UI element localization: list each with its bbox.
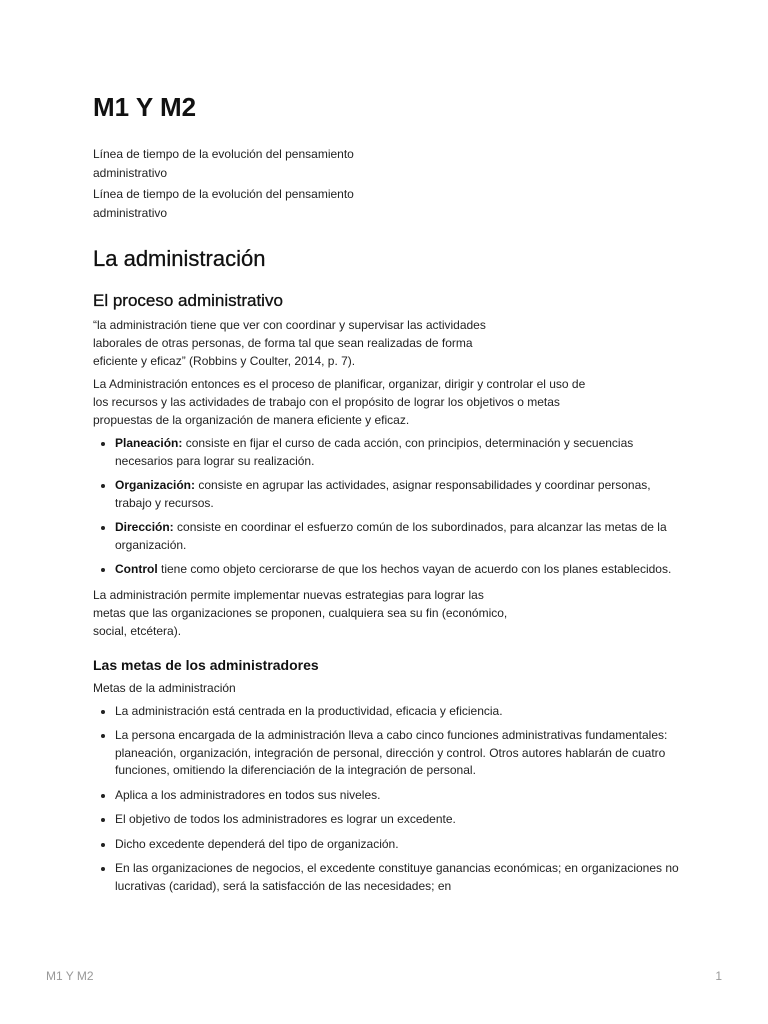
page-number: 1 bbox=[715, 969, 722, 983]
function-text: consiste en agrupar las actividades, asignar responsabilidades y coordinar personas, trabajo y recursos. bbox=[115, 478, 651, 510]
section-title: La administración bbox=[93, 246, 266, 271]
function-term: Organización: bbox=[115, 478, 196, 492]
list-item bbox=[115, 811, 683, 829]
bullet-icon bbox=[101, 867, 105, 871]
intro-line: Línea de tiempo de la evolución del pensamiento administrativo bbox=[93, 187, 354, 220]
goal-text: En las organizaciones de negocios, el excedente constituye ganancias económicas; en organizaciones no lucrativas (caridad), será la satisfacción de las necesidades; en bbox=[115, 861, 679, 893]
list-item bbox=[115, 836, 683, 854]
function-term: Dirección: bbox=[115, 520, 174, 534]
goal-text: La administración está centrada en la productividad, eficacia y eficiencia. bbox=[115, 703, 503, 718]
function-text: consiste en fijar el curso de cada acción, con principios, determinación y secuencias necesarios para lograr su realización. bbox=[115, 436, 634, 468]
footer-title: M1 Y M2 bbox=[46, 969, 94, 983]
intro-block bbox=[93, 145, 393, 223]
bullet-icon bbox=[101, 710, 105, 714]
goal-text: El objetivo de todos los administradores es lograr un excedente. bbox=[115, 812, 456, 826]
document-body bbox=[93, 92, 683, 902]
goals-list bbox=[93, 703, 683, 896]
bullet-icon bbox=[101, 734, 105, 738]
bullet-icon bbox=[101, 794, 105, 798]
list-item bbox=[115, 477, 683, 512]
list-item bbox=[115, 787, 683, 805]
intro-line: Línea de tiempo de la evolución del pensamiento administrativo bbox=[93, 147, 354, 180]
list-item bbox=[115, 435, 683, 470]
list-item bbox=[115, 703, 683, 721]
quote-paragraph: “la administración tiene que ver con coordinar y supervisar las actividades laborales de otras personas, de forma tal que sean realizadas de forma eficiente y eficaz” (Robbins y Coulter, 2014, p. 7). bbox=[93, 318, 486, 368]
goal-text: Aplica a los administradores en todos sus niveles. bbox=[115, 787, 381, 802]
list-item bbox=[115, 727, 683, 780]
bullet-icon bbox=[101, 442, 105, 446]
function-term: Planeación: bbox=[115, 436, 183, 450]
list-item bbox=[115, 519, 683, 554]
function-text: consiste en coordinar el esfuerzo común de los subordinados, para alcanzar las metas de la organización. bbox=[115, 520, 667, 552]
definition-paragraph: La Administración entonces es el proceso de planificar, organizar, dirigir y controlar el uso de los recursos y las actividades de trabajo con el propósito de lograr los objetivos o metas propuestas de la organización de manera eficiente y eficaz. bbox=[93, 377, 586, 427]
functions-list bbox=[93, 435, 683, 579]
bullet-icon bbox=[101, 568, 105, 572]
function-text: tiene como objeto cerciorarse de que los hechos vayan de acuerdo con los planes establecidos. bbox=[157, 562, 672, 576]
goal-text: La persona encargada de la administración lleva a cabo cinco funciones administrativas fundamentales: planeación, organización, integración de personal, dirección y control. Otros autores hablarán de cuatro funciones, omitiendo la diferenciación de la integración de personal. bbox=[115, 728, 668, 777]
function-term: Control bbox=[115, 562, 158, 576]
bullet-icon bbox=[101, 818, 105, 822]
closing-paragraph: La administración permite implementar nuevas estrategias para lograr las metas que las organizaciones se proponen, cualquiera sea su fin (económico, social, etcétera). bbox=[93, 587, 508, 638]
document-title: M1 Y M2 bbox=[93, 92, 197, 122]
bullet-icon bbox=[101, 843, 105, 847]
bullet-icon bbox=[101, 484, 105, 488]
goals-title: Las metas de los administradores bbox=[93, 656, 319, 673]
goal-text: Dicho excedente dependerá del tipo de organización. bbox=[115, 836, 399, 851]
list-item bbox=[115, 860, 683, 895]
subsection-title: El proceso administrativo bbox=[93, 291, 283, 310]
bullet-icon bbox=[101, 526, 105, 530]
list-item bbox=[115, 561, 683, 579]
goals-intro: Metas de la administración bbox=[93, 680, 236, 695]
